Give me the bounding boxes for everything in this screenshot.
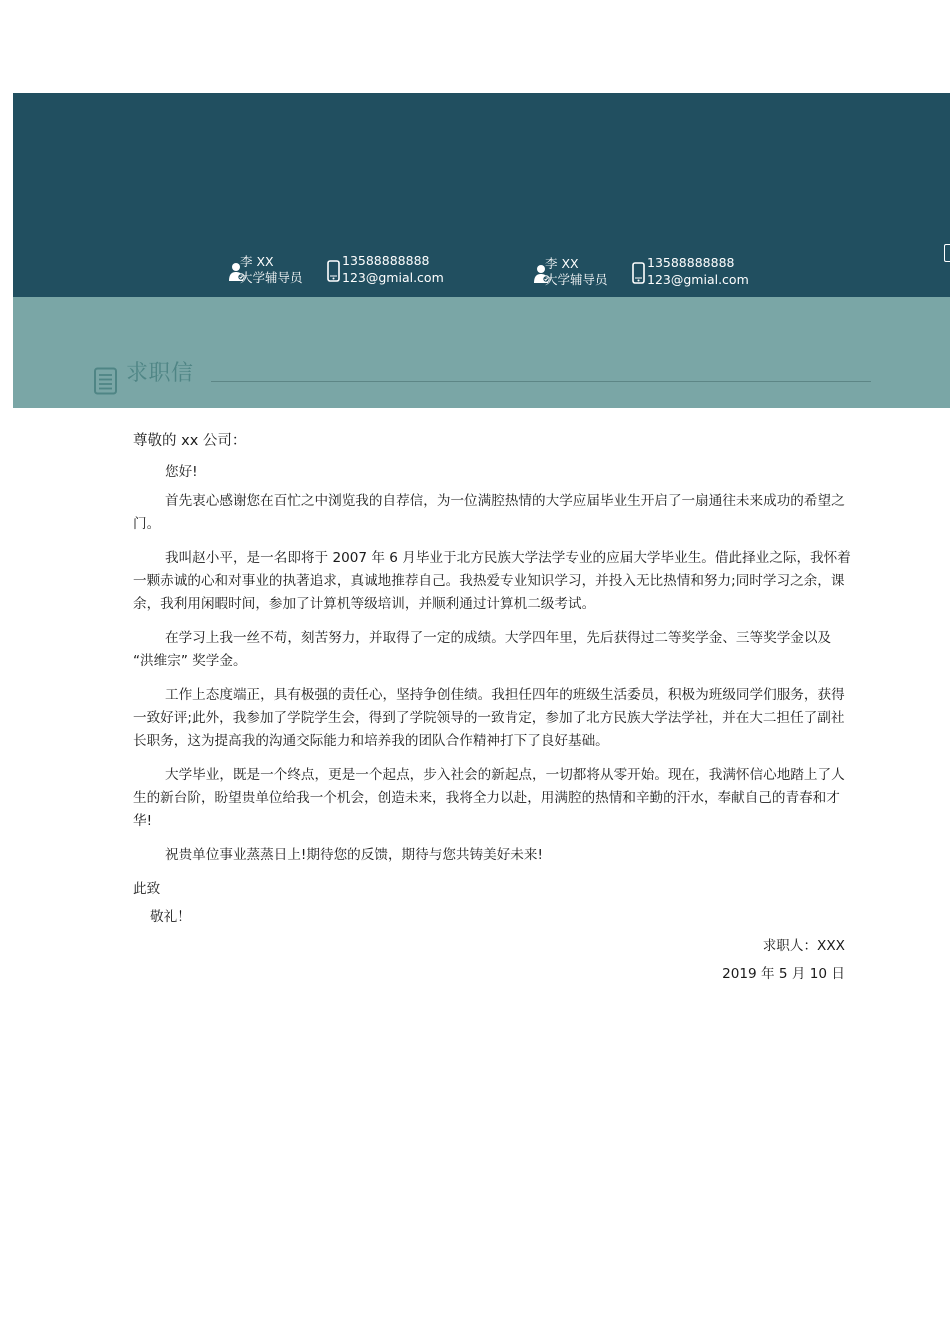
- contact-phone: 13588888888: [342, 253, 430, 268]
- letter-paragraph: 我叫赵小平，是一名即将于 2007 年 6 月毕业于北方民族大学法学专业的应届大学毕业生。借此择业之际，我怀着一颗赤诚的心和对事业的执著追求，真诚地推荐自己。我热爱专业知识学习，并投入无比热情和努力;同时学习之余，课余，我利用闲暇时间，参加了计算机等级培训，并顺利通过计算机二级考试。: [133, 550, 851, 612]
- letter-body: [133, 430, 853, 991]
- letter-paragraph: 大学毕业，既是一个终点，更是一个起点，步入社会的新起点，一切都将从零开始。现在，我满怀信心地踏上了人生的新台阶，盼望贵单位给我一个机会，创造未来，我将全力以赴，用满腔的热情和辛勤的汗水，奉献自己的青春和才华!: [133, 767, 845, 829]
- divider: [211, 381, 871, 382]
- contact-name: 李 XX: [240, 254, 274, 269]
- letter-regards: 敬礼！: [150, 909, 191, 925]
- section-title: 求职信: [126, 361, 194, 386]
- contact-email: 123@gmial.com: [342, 270, 444, 285]
- letter-paragraph: 工作上态度端正，具有极强的责任心，坚持争创佳绩。我担任四年的班级生活委员，积极为班级同学们服务，获得一致好评;此外，我参加了学院学生会，得到了学院领导的一致肯定，参加了北方民族大学法学社，并在大二担任了副社长职务，这为提高我的沟通交际能力和培养我的团队合作精神打下了良好基础。: [133, 687, 845, 749]
- notebook-icon: [93, 367, 119, 395]
- clipped-icon: [944, 244, 950, 262]
- letter-paragraph: 在学习上我一丝不苟，刻苦努力，并取得了一定的成绩。大学四年里，先后获得过二等奖学金、三等奖学金以及 “洪维宗” 奖学金。: [133, 630, 832, 669]
- letter-date: 2019 年 5 月 10 日: [722, 966, 845, 982]
- letter-greeting: 您好!: [165, 464, 198, 480]
- letter-paragraph: 首先衷心感谢您在百忙之中浏览我的自荐信，为一位满腔热情的大学应届毕业生开启了一扇通往未来成功的希望之门。: [133, 493, 845, 532]
- contact-role: 大学辅导员: [545, 272, 608, 287]
- contact-phone: 13588888888: [647, 255, 735, 270]
- letter-paragraph: 祝贵单位事业蒸蒸日上!期待您的反馈，期待与您共铸美好未来!: [165, 847, 543, 863]
- contact-name: 李 XX: [545, 256, 579, 271]
- letter-closing: 此致: [133, 881, 161, 897]
- letter-signature: 求职人：XXX: [762, 938, 845, 954]
- phone-icon: [632, 262, 645, 284]
- phone-icon: [327, 260, 340, 282]
- header-banner: [13, 93, 950, 297]
- header-subbanner: [13, 297, 950, 408]
- contact-email: 123@gmial.com: [647, 272, 749, 287]
- letter-salutation: 尊敬的 xx 公司：: [133, 433, 247, 449]
- contact-role: 大学辅导员: [240, 270, 303, 285]
